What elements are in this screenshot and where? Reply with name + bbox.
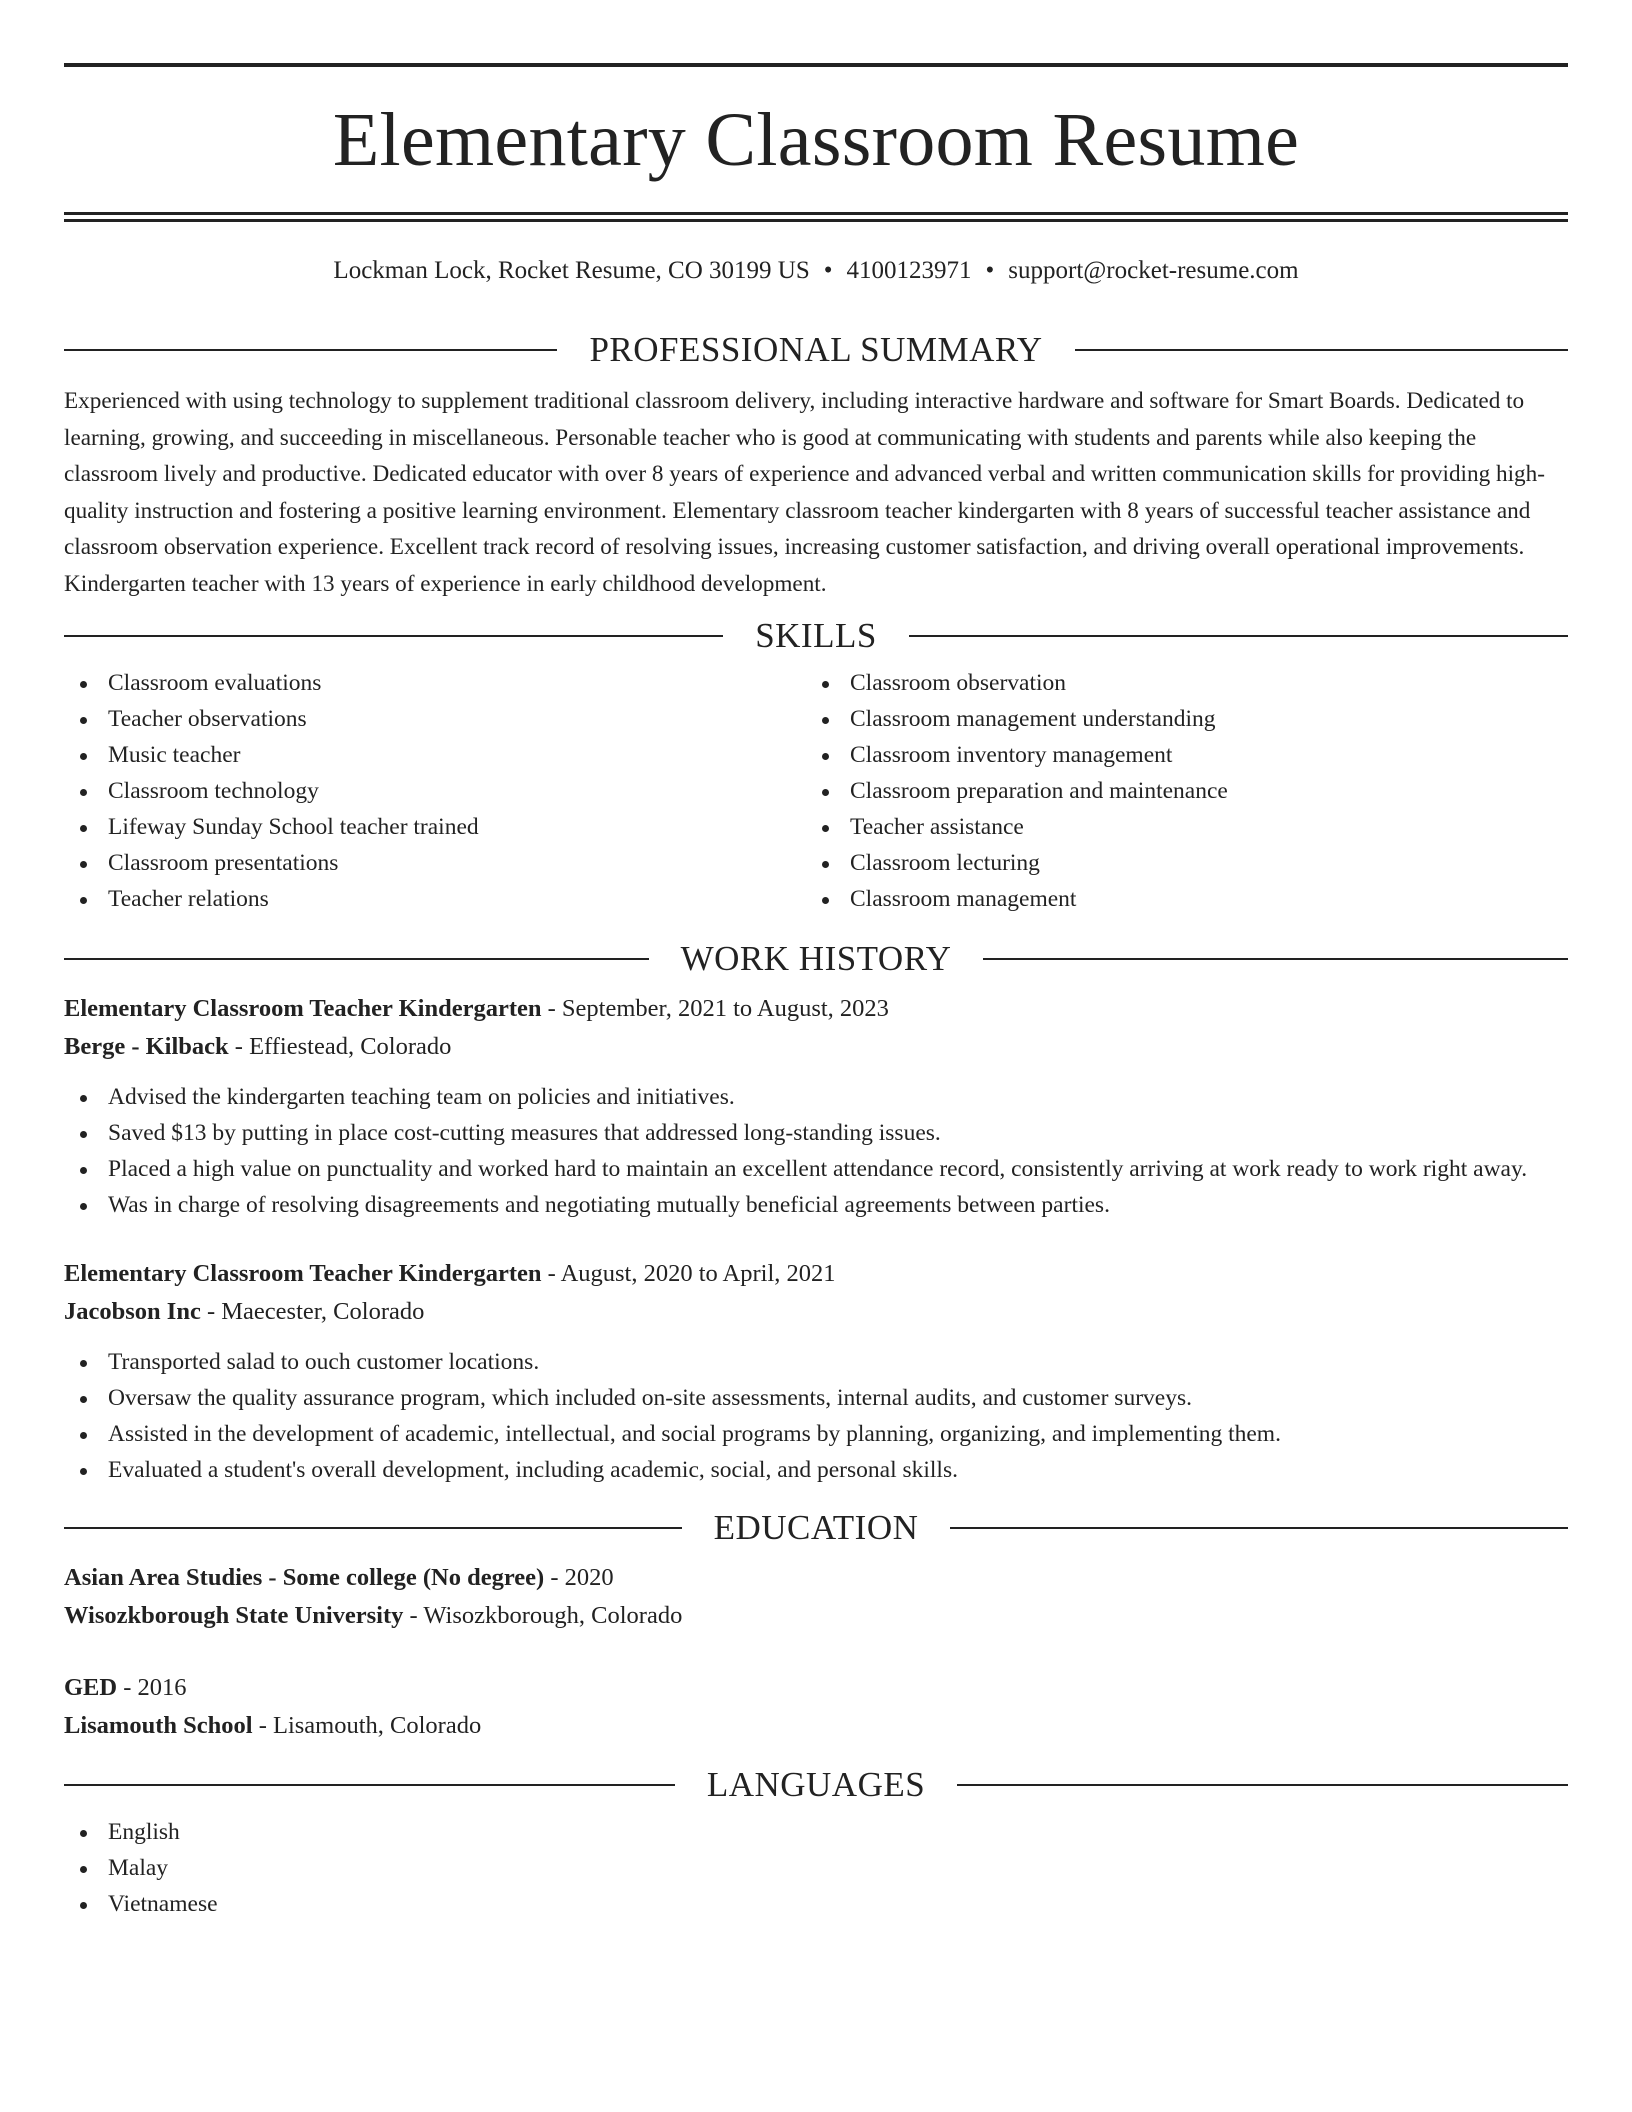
skills-list-left	[64, 665, 806, 917]
skill-item: Classroom evaluations	[64, 665, 806, 701]
section-heading-work	[64, 941, 1568, 976]
heading-rule	[1075, 349, 1568, 351]
skill-item: Classroom lecturing	[806, 845, 1548, 881]
education-school-line	[64, 1707, 1568, 1745]
education-degree: Asian Area Studies - Some college (No degree)	[64, 1564, 545, 1591]
job-duty-item: Evaluated a student's overall development, including academic, social, and personal skills.	[64, 1452, 1568, 1488]
language-item: English	[64, 1814, 1568, 1850]
skill-item: Teacher observations	[64, 701, 806, 737]
section-heading-label: LANGUAGES	[706, 1765, 926, 1804]
job-duties-list	[64, 1344, 1568, 1488]
education-degree: GED	[64, 1674, 118, 1701]
skill-item: Teacher relations	[64, 881, 806, 917]
top-rule	[64, 63, 1568, 67]
job-title: Elementary Classroom Teacher Kindergarten	[64, 1260, 542, 1287]
education-entry	[64, 1559, 1568, 1635]
heading-rule	[957, 1784, 1568, 1786]
summary-text: Experienced with using technology to supplement traditional classroom delivery, including interactive hardware and software for Smart Boards. Dedicated to learning, growing, and succeeding in miscellaneous. Personable teacher who is good at communicating with students and parents while also keeping the classroom lively and productive. Dedicated educator with over 8 years of experience and advanced verbal and written communication skills for providing high-quality instruction and fostering a positive learning environment. Elementary classroom teacher kindergarten with 8 years of successful teacher assistance and classroom observation experience. Excellent track record of resolving issues, increasing customer satisfaction, and driving overall operational improvements. Kindergarten teacher with 13 years of experience in early childhood development.	[64, 388, 1545, 597]
job-entry	[64, 990, 1568, 1223]
job-duty-item: Saved $13 by putting in place cost-cutting measures that addressed long-standing issues.	[64, 1115, 1568, 1151]
job-separator: -	[547, 1260, 556, 1287]
education-location: Lisamouth, Colorado	[272, 1712, 482, 1739]
section-heading-skills	[64, 618, 1568, 653]
heading-rule	[64, 349, 557, 351]
skills-grid	[64, 665, 1568, 917]
education-school: Wisozkborough State University	[64, 1602, 404, 1629]
section-heading-label: EDUCATION	[713, 1508, 919, 1547]
job-dates: August, 2020 to April, 2021	[560, 1260, 836, 1287]
job-location: Maecester, Colorado	[221, 1298, 425, 1325]
education-separator: -	[123, 1674, 132, 1701]
section-heading-languages	[64, 1767, 1568, 1802]
heading-rule	[64, 958, 649, 960]
skill-item: Music teacher	[64, 737, 806, 773]
contact-address: Lockman Lock, Rocket Resume, CO 30199 US	[333, 257, 810, 284]
job-dates: September, 2021 to August, 2023	[561, 995, 889, 1022]
education-separator: -	[409, 1602, 418, 1629]
languages-list	[64, 1814, 1568, 1922]
job-separator: -	[206, 1298, 216, 1325]
job-separator: -	[547, 995, 556, 1022]
job-separator: -	[234, 1033, 243, 1060]
section-heading-label: WORK HISTORY	[680, 939, 952, 978]
job-company-line	[64, 1028, 1568, 1066]
job-duty-item: Placed a high value on punctuality and worked hard to maintain an excellent attendance record, consistently arriving at work ready to work right away.	[64, 1151, 1568, 1187]
contact-email: support@rocket-resume.com	[1008, 257, 1299, 284]
skill-item: Classroom inventory management	[806, 737, 1548, 773]
skill-item: Classroom preparation and maintenance	[806, 773, 1548, 809]
job-company: Berge - Kilback	[64, 1033, 229, 1060]
job-duty-item: Oversaw the quality assurance program, which included on-site assessments, internal audits, and customer surveys.	[64, 1380, 1568, 1416]
education-entry	[64, 1669, 1568, 1745]
education-degree-line	[64, 1669, 1568, 1707]
contact-phone: 4100123971	[846, 257, 972, 284]
education-degree-line	[64, 1559, 1568, 1597]
job-location: Effiestead, Colorado	[249, 1033, 452, 1060]
skill-item: Classroom technology	[64, 773, 806, 809]
skills-column-right	[806, 665, 1548, 917]
education-year: 2016	[137, 1674, 187, 1701]
job-company-line	[64, 1293, 1568, 1331]
education-school-line	[64, 1597, 1568, 1635]
skill-item: Classroom presentations	[64, 845, 806, 881]
contact-separator: •	[823, 257, 833, 284]
heading-rule	[983, 958, 1568, 960]
contact-line	[64, 258, 1568, 284]
heading-rule	[909, 635, 1568, 637]
language-item: Malay	[64, 1850, 1568, 1886]
job-title-line	[64, 990, 1568, 1028]
section-heading-summary	[64, 332, 1568, 367]
skills-column-left	[64, 665, 806, 917]
job-duty-item: Advised the kindergarten teaching team on policies and initiatives.	[64, 1079, 1568, 1115]
title-double-rule	[64, 212, 1568, 222]
job-duty-item: Transported salad to ouch customer locations.	[64, 1344, 1568, 1380]
skill-item: Classroom management	[806, 881, 1548, 917]
heading-rule	[950, 1527, 1568, 1529]
education-separator: -	[258, 1712, 267, 1739]
skills-list-right	[806, 665, 1548, 917]
resume-title: Elementary Classroom Resume	[332, 98, 1300, 182]
education-school: Lisamouth School	[64, 1712, 253, 1739]
skill-item: Lifeway Sunday School teacher trained	[64, 809, 806, 845]
heading-rule	[64, 1784, 675, 1786]
job-duty-item: Assisted in the development of academic, intellectual, and social programs by planning, organizing, and implementing them.	[64, 1416, 1568, 1452]
heading-rule	[64, 635, 723, 637]
job-company: Jacobson Inc	[64, 1298, 201, 1325]
skill-item: Teacher assistance	[806, 809, 1548, 845]
section-heading-label: PROFESSIONAL SUMMARY	[589, 330, 1043, 369]
job-duty-item: Was in charge of resolving disagreements and negotiating mutually beneficial agreements between parties.	[64, 1187, 1568, 1223]
contact-separator: •	[985, 257, 995, 284]
job-title-line	[64, 1255, 1568, 1293]
section-heading-education	[64, 1510, 1568, 1545]
language-item: Vietnamese	[64, 1886, 1568, 1922]
job-duties-list	[64, 1079, 1568, 1223]
education-separator: -	[550, 1564, 559, 1591]
job-title: Elementary Classroom Teacher Kindergarten	[64, 995, 542, 1022]
skill-item: Classroom observation	[806, 665, 1548, 701]
section-heading-label: SKILLS	[755, 616, 877, 655]
job-entry	[64, 1255, 1568, 1488]
heading-rule	[64, 1527, 682, 1529]
skill-item: Classroom management understanding	[806, 701, 1548, 737]
education-location: Wisozkborough, Colorado	[423, 1602, 683, 1629]
education-year: 2020	[564, 1564, 614, 1591]
